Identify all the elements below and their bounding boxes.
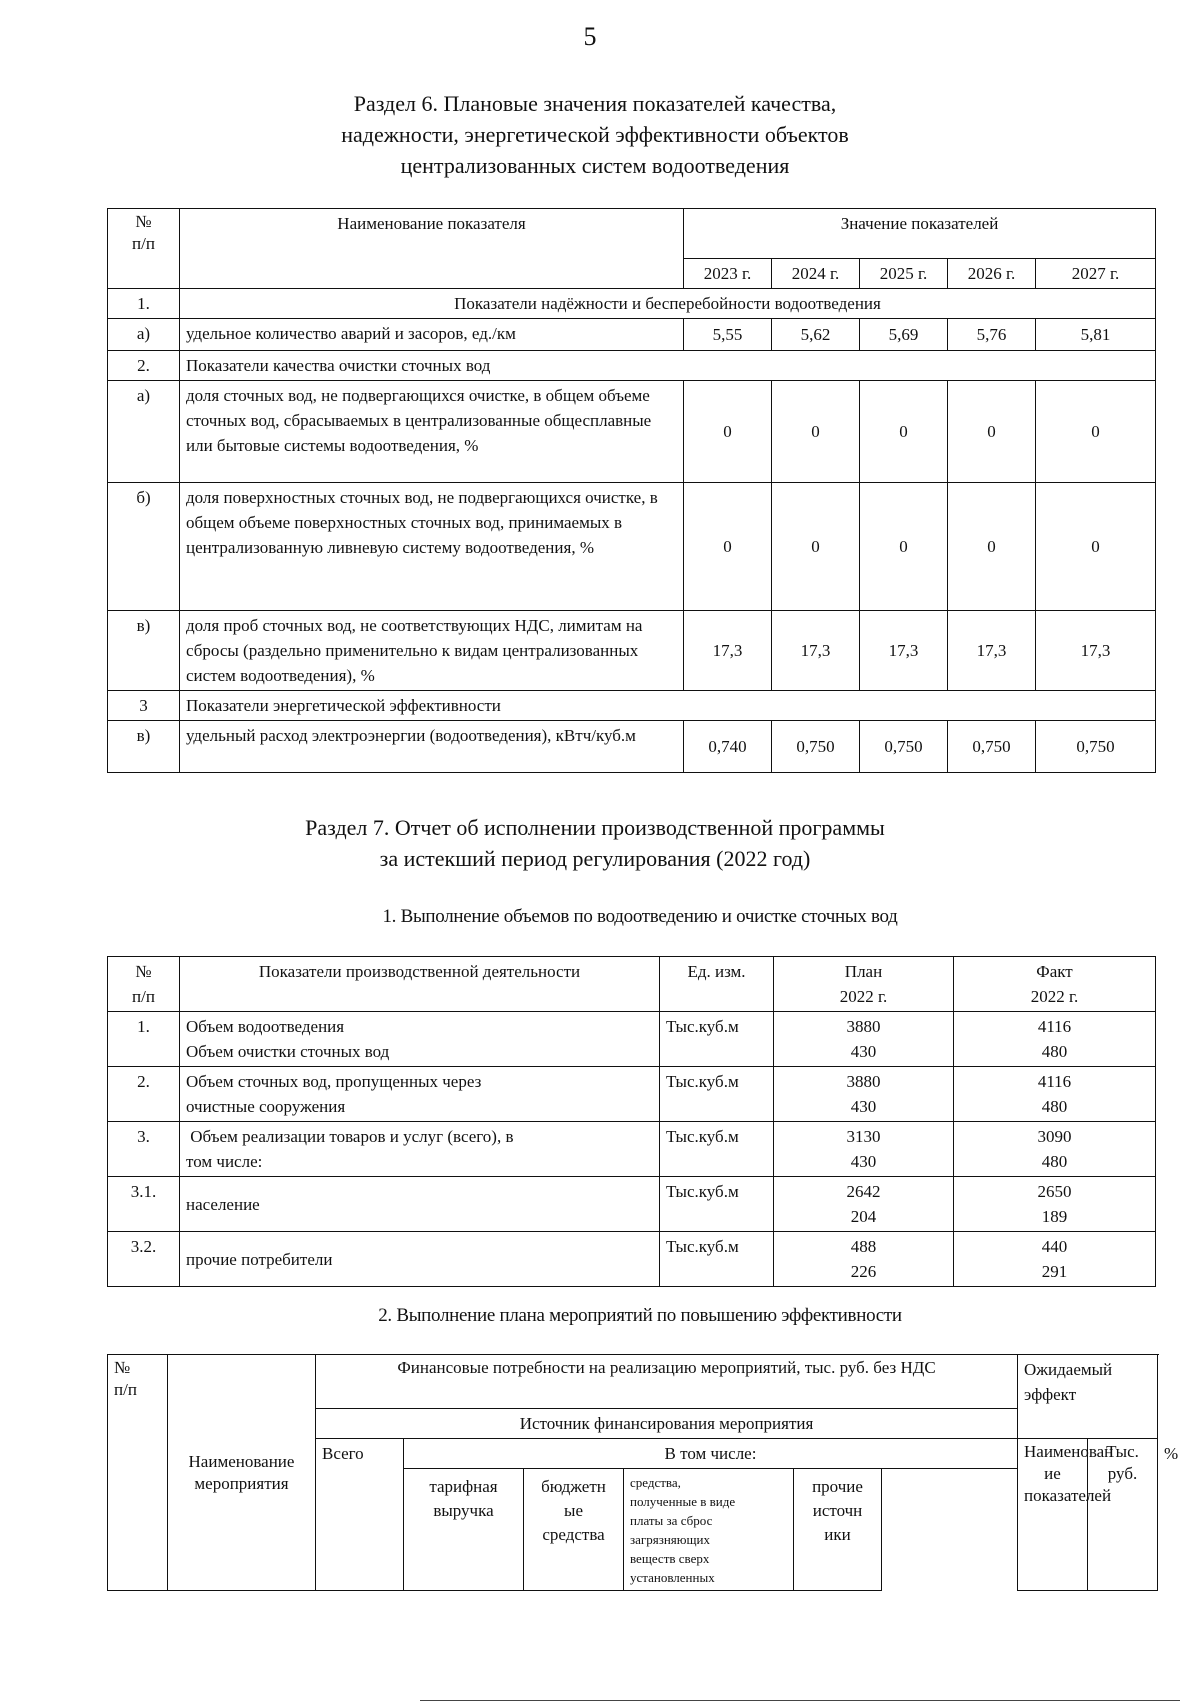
plan-cell <box>774 1122 954 1177</box>
header-finance-needs: Финансовые потребности на реализацию мероприятий, тыс. руб. без НДС <box>316 1355 1018 1409</box>
row-num: 3. <box>108 1122 180 1177</box>
section6-title-line: Раздел 6. Плановые значения показателей качества, <box>353 91 837 116</box>
header-num: № п/п <box>108 1355 168 1591</box>
value-cell: 0 <box>948 483 1036 611</box>
header-event-name: Наименование мероприятия <box>168 1355 316 1591</box>
value-cell: 17,3 <box>772 611 860 691</box>
plan-value: 430 <box>850 1097 877 1116</box>
indicator-line: Объем реализации товаров и услуг (всего), в <box>186 1127 514 1146</box>
fact-value: 189 <box>1041 1207 1068 1226</box>
section6-title-line: надежности, энергетической эффективности объектов <box>341 122 849 147</box>
fact-value: 480 <box>1041 1042 1068 1061</box>
plan-cell <box>774 1012 954 1067</box>
unit-cell: Тыс.куб.м <box>660 1067 774 1122</box>
value-cell: 0,750 <box>1036 721 1156 773</box>
header-indicator-name: Наименование показателя <box>180 209 684 289</box>
group-title: Показатели энергетической эффективности <box>180 691 1156 721</box>
plan-value: 204 <box>850 1207 877 1226</box>
indicator-cell <box>180 1232 660 1287</box>
year-2027: 2027 г. <box>1036 259 1156 289</box>
section7-title-line: Раздел 7. Отчет об исполнении производственной программы <box>305 815 885 840</box>
indicator-line: Объем водоотведения <box>186 1017 345 1036</box>
page-number: 5 <box>583 22 597 51</box>
indicator-name: удельное количество аварий и засоров, ед./км <box>180 319 684 351</box>
value-cell: 0 <box>860 381 948 483</box>
fact-value: 480 <box>1041 1152 1068 1171</box>
table-row <box>108 691 1156 721</box>
table-row <box>108 611 1156 691</box>
year-2023: 2023 г. <box>684 259 772 289</box>
indicator-cell <box>180 1177 660 1232</box>
fact-cell <box>954 1232 1156 1287</box>
plan-value: 430 <box>850 1042 877 1061</box>
section7-title-line: за истекший период регулирования (2022 год) <box>379 846 811 871</box>
header-expected-effect: Ожидаемый эффект <box>1018 1355 1158 1439</box>
fact-value: 480 <box>1041 1097 1068 1116</box>
value-cell: 17,3 <box>1036 611 1156 691</box>
production-volume-table <box>107 956 1156 1287</box>
value-cell: 5,62 <box>772 319 860 351</box>
value-cell: 0,740 <box>684 721 772 773</box>
unit-cell: Тыс.куб.м <box>660 1232 774 1287</box>
value-cell: 0,750 <box>948 721 1036 773</box>
indicator-name: удельный расход электроэнергии (водоотведения), кВтч/куб.м <box>180 721 684 773</box>
fact-cell <box>954 1122 1156 1177</box>
value-cell: 0 <box>772 483 860 611</box>
table-row <box>108 1232 1156 1287</box>
header-fact: Факт 2022 г. <box>954 957 1156 1012</box>
header-thous-rub: Тыс. руб. <box>1088 1439 1158 1591</box>
table-row <box>108 1122 1156 1177</box>
plan-value: 3130 <box>846 1127 881 1146</box>
indicator-line: прочие потребители <box>186 1249 333 1269</box>
table-row <box>108 1012 1156 1067</box>
header-indicator-name: Наименован ие показателей <box>1018 1439 1088 1591</box>
value-cell: 5,69 <box>860 319 948 351</box>
row-num: 1. <box>108 1012 180 1067</box>
indicator-cell <box>180 1012 660 1067</box>
unit-cell: Тыс.куб.м <box>660 1177 774 1232</box>
value-cell: 0 <box>1036 483 1156 611</box>
row-num: 3.2. <box>108 1232 180 1287</box>
value-cell: 5,55 <box>684 319 772 351</box>
value-cell: 5,81 <box>1036 319 1156 351</box>
row-num: а) <box>108 381 180 483</box>
indicator-cell <box>180 1067 660 1122</box>
fact-value: 4116 <box>1037 1072 1072 1091</box>
row-num: 2. <box>108 351 180 381</box>
group-title: Показатели надёжности и бесперебойности водоотведения <box>180 289 1156 319</box>
plan-value: 3880 <box>846 1072 881 1091</box>
section6-title <box>200 88 990 181</box>
value-cell: 0,750 <box>772 721 860 773</box>
plan-value: 226 <box>850 1262 877 1281</box>
fact-cell <box>954 1012 1156 1067</box>
table-row <box>108 319 1156 351</box>
indicator-line: очистные сооружения <box>186 1097 346 1116</box>
indicator-line: Объем сточных вод, пропущенных через <box>186 1072 482 1091</box>
header-pollution-fees: средства, полученные в виде платы за сброс загрязняющих веществ сверх установленных <box>624 1469 794 1591</box>
fact-cell <box>954 1067 1156 1122</box>
part2-title: 2. Выполнение плана мероприятий по повышению эффективности <box>378 1305 902 1326</box>
part1-title: 1. Выполнение объемов по водоотведению и очистке сточных вод <box>382 906 898 927</box>
plan-cell <box>774 1177 954 1232</box>
fact-value: 440 <box>1041 1237 1068 1256</box>
header-including: В том числе: <box>404 1439 1018 1469</box>
header-other-sources: прочие источн ики <box>794 1469 882 1591</box>
value-cell: 0 <box>1036 381 1156 483</box>
unit-cell: Тыс.куб.м <box>660 1012 774 1067</box>
plan-value: 2642 <box>846 1182 881 1201</box>
header-num: № п/п <box>108 209 180 289</box>
plan-cell <box>774 1232 954 1287</box>
indicator-line: том числе: <box>186 1152 263 1171</box>
indicator-name: доля сточных вод, не подвергающихся очистке, в общем объеме сточных вод, сбрасываемых в централизованные общесплавные или бытовые системы водоотведения, % <box>180 381 684 483</box>
table-row <box>108 1177 1156 1232</box>
value-cell: 0 <box>948 381 1036 483</box>
value-cell: 0 <box>860 483 948 611</box>
value-cell: 0 <box>772 381 860 483</box>
header-values: Значение показателей <box>684 209 1156 259</box>
fact-value: 3090 <box>1037 1127 1072 1146</box>
row-num: 2. <box>108 1067 180 1122</box>
header-tariff: тарифная выручка <box>404 1469 524 1591</box>
header-source: Источник финансирования мероприятия <box>316 1409 1018 1439</box>
indicator-name: доля поверхностных сточных вод, не подвергающихся очистке, в общем объеме поверхностных сточных вод, принимаемых в централизованную ливневую систему водоотведения, % <box>180 483 684 611</box>
header-unit: Ед. изм. <box>660 957 774 1012</box>
group-title: Показатели качества очистки сточных вод <box>180 351 1156 381</box>
fact-value: 291 <box>1041 1262 1068 1281</box>
row-num: 3.1. <box>108 1177 180 1232</box>
section6-table <box>107 208 1156 773</box>
value-cell: 5,76 <box>948 319 1036 351</box>
plan-value: 488 <box>850 1237 877 1256</box>
indicator-name: доля проб сточных вод, не соответствующих НДС, лимитам на сбросы (раздельно применительно к видам централизованных систем водоотведения), % <box>180 611 684 691</box>
table-row <box>108 289 1156 319</box>
header-total: Всего <box>316 1439 404 1591</box>
value-cell: 17,3 <box>948 611 1036 691</box>
table-row <box>108 483 1156 611</box>
value-cell: 0,750 <box>860 721 948 773</box>
row-num: б) <box>108 483 180 611</box>
unit-cell: Тыс.куб.м <box>660 1122 774 1177</box>
row-num: в) <box>108 721 180 773</box>
table-row <box>108 381 1156 483</box>
table-row <box>108 351 1156 381</box>
row-num: 1. <box>108 289 180 319</box>
efficiency-measures-table: № п/п Наименование мероприятия Финансовые потребности на реализацию мероприятий, тыс. руб. без НДС Ожидаемый эффект Источник финансирования мероприятия Всего В том числе: Наименован ие показателей Тыс. руб. % тарифная выручка бюджетн ые средства средства, полученные в виде платы за сброс загрязняющих веществ сверх установленных прочие источн ики <box>107 1354 1158 1591</box>
year-2025: 2025 г. <box>860 259 948 289</box>
fact-value: 4116 <box>1037 1017 1072 1036</box>
indicator-line: Объем очистки сточных вод <box>186 1042 390 1061</box>
table-row <box>108 1067 1156 1122</box>
row-num: а) <box>108 319 180 351</box>
value-cell: 0 <box>684 381 772 483</box>
table-row <box>108 721 1156 773</box>
page-edge-line <box>420 1700 1180 1701</box>
fact-cell <box>954 1177 1156 1232</box>
value-cell: 0 <box>684 483 772 611</box>
year-2026: 2026 г. <box>948 259 1036 289</box>
header-budget: бюджетн ые средства <box>524 1469 624 1591</box>
plan-value: 430 <box>850 1152 877 1171</box>
plan-value: 3880 <box>846 1017 881 1036</box>
plan-cell <box>774 1067 954 1122</box>
header-indicator: Показатели производственной деятельности <box>180 957 660 1012</box>
value-cell: 17,3 <box>684 611 772 691</box>
header-plan: План 2022 г. <box>774 957 954 1012</box>
year-2024: 2024 г. <box>772 259 860 289</box>
indicator-cell <box>180 1122 660 1177</box>
row-num: 3 <box>108 691 180 721</box>
row-num: в) <box>108 611 180 691</box>
header-num: № п/п <box>108 957 180 1012</box>
fact-value: 2650 <box>1037 1182 1072 1201</box>
value-cell: 17,3 <box>860 611 948 691</box>
section6-title-line: централизованных систем водоотведения <box>400 153 790 178</box>
section7-title <box>180 812 1010 874</box>
indicator-line: население <box>186 1194 260 1214</box>
